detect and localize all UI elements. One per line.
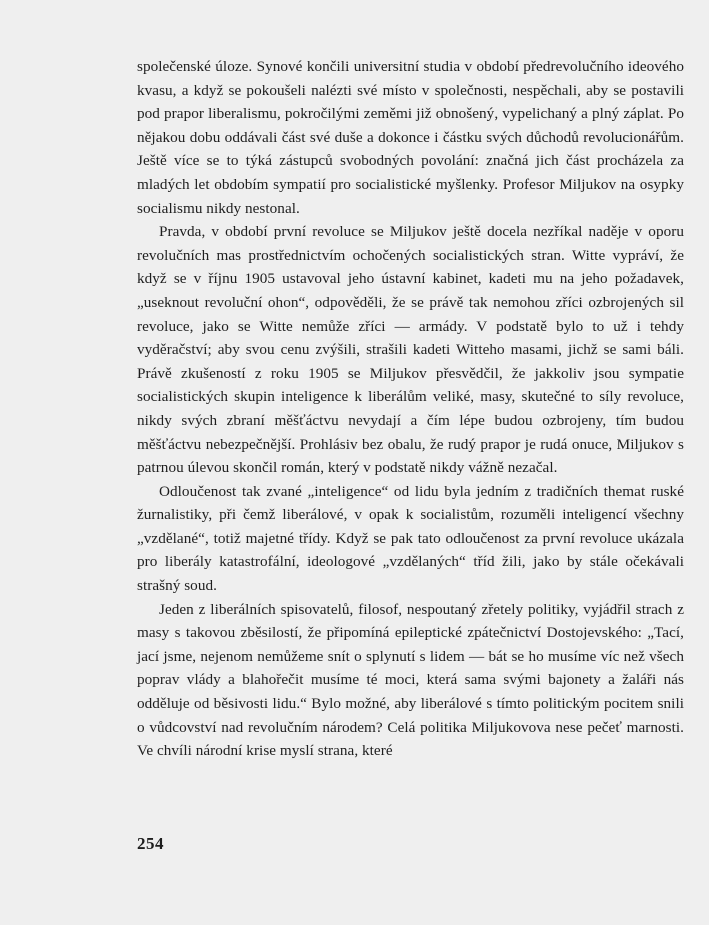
paragraph-4: Jeden z liberálních spisovatelů, filosof, nespoutaný zřetely politiky, vyjádřil strach z masy s takovou zběsilostí, že připomíná epileptické zpátečnictví Dostojevského: „Tací, jací jsme, nejenom nemůžeme snít o splynutí s lidem — bát se ho musíme víc než všech poprav vlády a blahořečit musíme té moci, která sama svými bajonety a žaláři nás odděluje od běsivosti lidu.“ Bylo možné, aby liberálové s tímto politickým pocitem snili o vůdcovství nad revolučním národem? Celá politika Miljukovova nese pečeť marnosti. Ve chvíli národní krise myslí strana, které (137, 600, 684, 760)
paragraph-2: Pravda, v období první revoluce se Miljukov ještě docela nezříkal naděje v oporu revolučních mas prostřednictvím ochočených socialistických stran. Witte vypráví, že když se v říjnu 1905 ustavoval jeho ústavní kabinet, kadeti mu na jeho požadavek, „useknout revoluční ohon“, odpověděli, že se právě tak nemohou zříci ozbrojených sil revoluce, jako se Witte nemůže zříci — armády. V podstatě bylo to už i tehdy vyděračství; aby svou cenu zvýšili, strašili kadeti Witteho masami, jichž se sami báli. Právě zkušeností z roku 1905 se Miljukov přesvědčil, že jakkoliv jsou sympatie socialistických skupin inteligence k liberálům veliké, masy, skutečné to síly revoluce, nikdy svých zbraní měšťáctvu nevydají a čím lépe budou ozbrojeny, tím budou měšťáctvu nebezpečnější. Prohlásiv bez obalu, že rudý prapor je rudá onuce, Miljukov s patrnou úlevou skončil román, který v podstatě nikdy vážně nezačal. (137, 223, 684, 477)
paragraph-1: společenské úloze. Synové končili universitní studia v období předrevolučního ideového kvasu, a když se pokoušeli nalézti své místo v společnosti, nespěchali, aby se postavili pod prapor liberalismu, pokročilými zeměmi již obnošený, vypelichaný a plný záplat. Po nějakou dobu oddávali část své duše a dokonce i částku svých důchodů revolucionářům. Ještě více se to týká zástupců svobodných povolání: značná jich část procházela za mladých let obdobím sympatií pro socialistické myšlenky. Profesor Miljukov na osypky socialismu nikdy nestonal. (137, 58, 684, 217)
paragraph-3: Odloučenost tak zvané „inteligence“ od lidu byla jedním z tradičních themat ruské žurnalistiky, při čemž liberálové, v opak k socialistům, rozuměli inteligencí všechny „vzdělané“, totiž majetné třídy. Když se pak tato odloučenost za první revoluce ukázala pro liberály katastrofální, ideologové „vzdělaných“ tříd žili, jako by stále očekávali strašný soud. (137, 482, 684, 595)
page-number: 254 (137, 834, 164, 853)
body-text (137, 55, 684, 763)
